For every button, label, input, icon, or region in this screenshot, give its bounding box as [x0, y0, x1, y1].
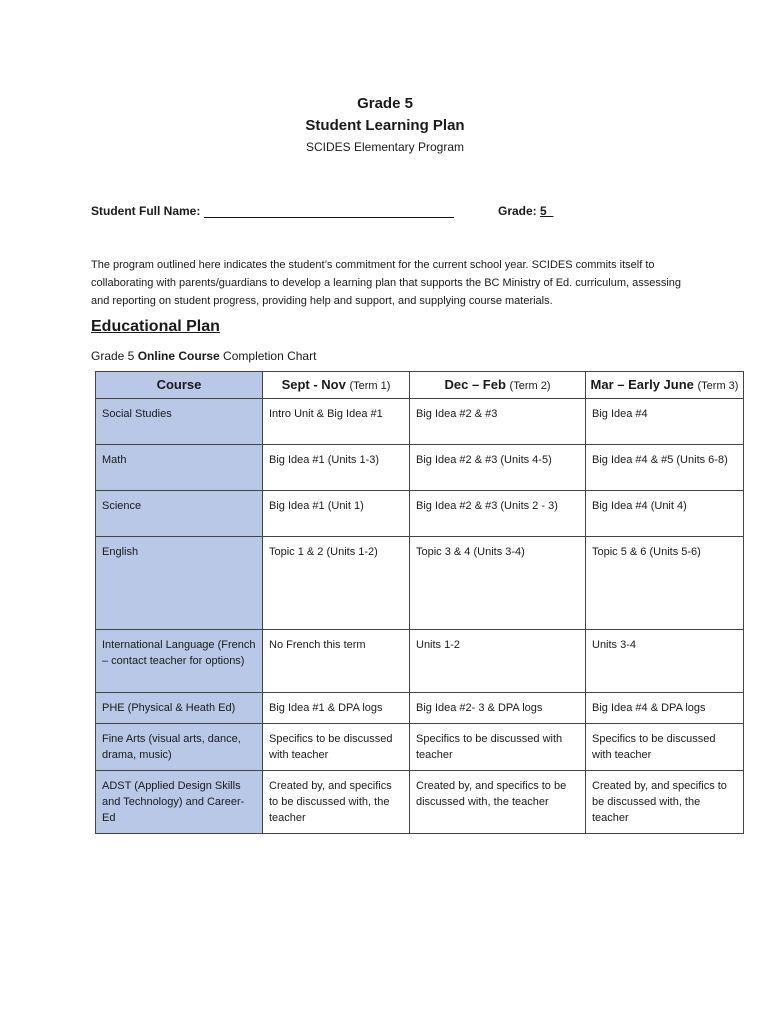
header-term-2: Dec – Feb (Term 2) — [410, 372, 586, 399]
table-row — [96, 399, 744, 445]
term-2-cell: Specifics to be discussed with teacher — [410, 724, 586, 771]
term-3-cell: Specifics to be discussed with teacher — [586, 724, 744, 771]
student-name-row — [91, 204, 454, 218]
term-3-cell: Big Idea #4 & DPA logs — [586, 693, 744, 724]
document-grade-heading: Grade 5 — [357, 95, 413, 112]
course-name: PHE (Physical & Heath Ed) — [96, 693, 263, 724]
term-3-cell: Big Idea #4 & #5 (Units 6-8) — [586, 445, 744, 491]
header-course: Course — [96, 372, 263, 399]
table-row — [96, 445, 744, 491]
course-name: International Language (French – contact teacher for options) — [96, 630, 263, 693]
grade-label: Grade: — [498, 204, 537, 218]
table-row — [96, 630, 744, 693]
term-2-cell: Big Idea #2 & #3 (Units 4-5) — [410, 445, 586, 491]
table-row — [96, 537, 744, 630]
grade-value: 5_ — [540, 204, 554, 218]
term-1-cell: Big Idea #1 & DPA logs — [263, 693, 410, 724]
student-name-field[interactable] — [204, 205, 454, 218]
term-1-cell: No French this term — [263, 630, 410, 693]
table-row — [96, 491, 744, 537]
completion-chart-title — [91, 349, 316, 363]
term-3-cell: Topic 5 & 6 (Units 5-6) — [586, 537, 744, 630]
term-1-cell: Specifics to be discussed with teacher — [263, 724, 410, 771]
term-2-cell: Units 1-2 — [410, 630, 586, 693]
term-1-cell: Intro Unit & Big Idea #1 — [263, 399, 410, 445]
course-name: Fine Arts (visual arts, dance, drama, music) — [96, 724, 263, 771]
student-name-label: Student Full Name: — [91, 204, 201, 218]
intro-paragraph: The program outlined here indicates the student’s commitment for the current school year. SCIDES commits itself to collaborating with parents/guardians to develop a learning plan that supports the BC Ministry of Ed. curriculum, assessing and reporting on student progress, providing help and support, and supplying course materials. — [91, 259, 682, 307]
document-title: Student Learning Plan — [305, 117, 465, 134]
course-name: Science — [96, 491, 263, 537]
term-2-cell: Big Idea #2- 3 & DPA logs — [410, 693, 586, 724]
grade-row — [498, 204, 553, 218]
table-row — [96, 771, 744, 834]
term-3-cell: Units 3-4 — [586, 630, 744, 693]
term-3-cell: Big Idea #4 (Unit 4) — [586, 491, 744, 537]
table-header-row — [96, 372, 744, 399]
table-row — [96, 693, 744, 724]
term-1-cell: Topic 1 & 2 (Units 1-2) — [263, 537, 410, 630]
course-name: ADST (Applied Design Skills and Technology) and Career-Ed — [96, 771, 263, 834]
table-row — [96, 724, 744, 771]
term-2-cell: Created by, and specifics to be discussed with, the teacher — [410, 771, 586, 834]
program-name: SCIDES Elementary Program — [305, 140, 465, 154]
educational-plan-heading: Educational Plan — [91, 318, 220, 335]
term-2-cell: Big Idea #2 & #3 (Units 2 - 3) — [410, 491, 586, 537]
chart-title-bold: Online Course — [137, 349, 220, 363]
term-2-cell: Topic 3 & 4 (Units 3-4) — [410, 537, 586, 630]
term-3-cell: Big Idea #4 — [586, 399, 744, 445]
header-term-3: Mar – Early June (Term 3) — [586, 372, 744, 399]
course-completion-table — [95, 371, 744, 834]
term-1-cell: Big Idea #1 (Unit 1) — [263, 491, 410, 537]
course-name: Math — [96, 445, 263, 491]
term-1-cell: Created by, and specifics to be discussed with, the teacher — [263, 771, 410, 834]
course-name: Social Studies — [96, 399, 263, 445]
course-name: English — [96, 537, 263, 630]
term-3-cell: Created by, and specifics to be discussed with, the teacher — [586, 771, 744, 834]
header-term-1: Sept - Nov (Term 1) — [263, 372, 410, 399]
term-2-cell: Big Idea #2 & #3 — [410, 399, 586, 445]
term-1-cell: Big Idea #1 (Units 1-3) — [263, 445, 410, 491]
chart-title-suffix: Completion Chart — [219, 349, 317, 363]
chart-title-prefix: Grade 5 — [91, 349, 138, 363]
